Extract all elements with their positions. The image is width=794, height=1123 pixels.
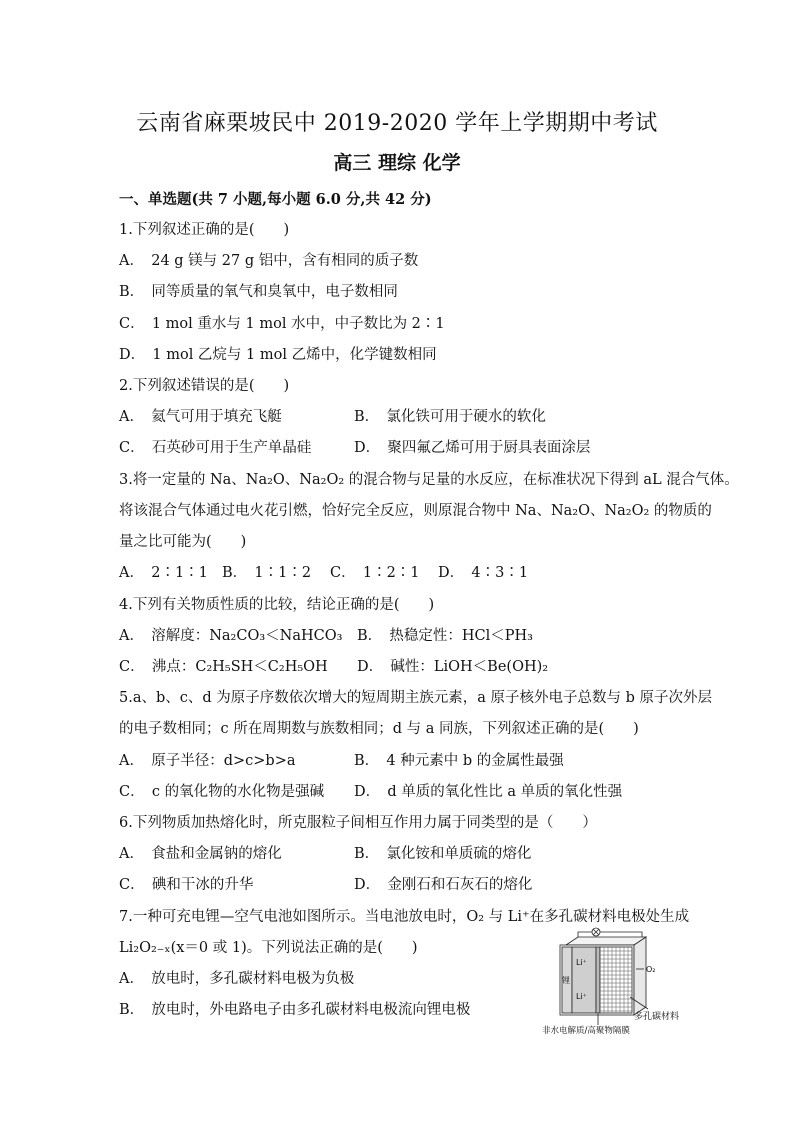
q3-option-a: A． 2∶1∶1 xyxy=(119,565,208,581)
q7-option-b: B． 放电时，外电路电子由多孔碳材料电极流向锂电极 xyxy=(119,1002,471,1018)
q6-option-d: D． 金刚石和石灰石的熔化 xyxy=(354,877,533,893)
q3-option-b: B． 1∶1∶2 xyxy=(222,565,312,581)
q3-stem-line1: 3.将一定量的 Na、Na₂O、Na₂O₂ 的混合物与足量的水反应，在标准状况下得到 aL 混合气体。 xyxy=(119,472,739,488)
q4-option-d: D． 碱性：LiOH＜Be(OH)₂ xyxy=(357,659,549,675)
q4-option-b: B． 热稳定性：HCl＜PH₃ xyxy=(357,628,533,644)
q2-option-d: D． 聚四氟乙烯可用于厨具表面涂层 xyxy=(354,440,591,456)
page-title: 云南省麻栗坡民中 2019-2020 学年上学期期中考试 xyxy=(136,111,658,136)
q6-option-a: A． 食盐和金属钠的熔化 xyxy=(119,846,282,862)
q2-stem: 2.下列叙述错误的是( ) xyxy=(119,378,290,394)
q1-option-d: D． 1 mol 乙烷与 1 mol 乙烯中，化学键数相同 xyxy=(119,347,437,363)
li-ion-label-bottom: Li⁺ xyxy=(576,992,587,1001)
q7-option-a: A． 放电时，多孔碳材料电极为负极 xyxy=(119,971,355,987)
q4-option-c: C． 沸点：C₂H₅SH＜C₂H₅OH xyxy=(119,659,328,675)
q4-stem: 4.下列有关物质性质的比较，结论正确的是( ) xyxy=(119,597,435,613)
q5-stem-line1: 5.a、b、c、d 为原子序数依次增大的短周期主族元素，a 原子核外电子总数与 b 原子次外层 xyxy=(119,690,713,706)
q6-option-c: C． 碘和干冰的升华 xyxy=(119,877,254,893)
q3-option-c: C． 1∶2∶1 xyxy=(330,565,420,581)
q5-option-d: D． d 单质的氧化性比 a 单质的氧化性强 xyxy=(354,784,623,800)
q6-option-b: B． 氯化铵和单质硫的熔化 xyxy=(354,846,532,862)
q2-option-b: B． 氯化铁可用于硬水的软化 xyxy=(354,409,546,425)
q5-stem-line2: 的电子数相同；c 所在周期数与族数相同；d 与 a 同族，下列叙述正确的是( ) xyxy=(119,721,639,737)
q1-stem: 1.下列叙述正确的是( ) xyxy=(119,222,290,238)
battery-figure xyxy=(560,928,648,1025)
section-heading: 一、单选题(共 7 小题,每小题 6.0 分,共 42 分) xyxy=(119,191,432,208)
battery-diagram xyxy=(540,925,685,1037)
li-ion-label-top: Li⁺ xyxy=(576,958,587,967)
q7-stem-line2: Li₂O₂₋ₓ(x＝0 或 1)。下列说法正确的是( ) xyxy=(119,940,418,956)
q1-option-b: B． 同等质量的氧气和臭氧中，电子数相同 xyxy=(119,284,398,300)
q7-stem-line1: 7.一种可充电锂—空气电池如图所示。当电池放电时，O₂ 与 Li⁺在多孔碳材料电极处生成 xyxy=(119,909,690,925)
lithium-electrode-label: 锂 xyxy=(562,976,570,985)
q5-option-c: C． c 的氧化物的水化物是强碱 xyxy=(119,784,325,800)
porous-carbon-label: 多孔碳材料 xyxy=(634,1012,680,1022)
q3-stem-line3: 量之比可能为( ) xyxy=(119,534,247,550)
q3-option-d: D． 4∶3∶1 xyxy=(438,565,529,581)
q1-option-c: C． 1 mol 重水与 1 mol 水中，中子数比为 2∶1 xyxy=(119,316,445,332)
oxygen-label: O₂ xyxy=(646,965,656,974)
q2-option-a: A． 氦气可用于填充飞艇 xyxy=(119,409,282,425)
q5-option-a: A． 原子半径：d>c>b>a xyxy=(119,753,296,769)
q1-option-a: A． 24 g 镁与 27 g 铝中，含有相同的质子数 xyxy=(119,253,419,269)
q5-option-b: B． 4 种元素中 b 的金属性最强 xyxy=(354,753,564,769)
membrane-label: 非水电解质/高聚物隔膜 xyxy=(542,1026,630,1036)
q3-stem-line2: 将该混合气体通过电火花引燃，恰好完全反应，则原混合物中 Na、Na₂O、Na₂O₂ 的物质的 xyxy=(119,503,712,519)
page-subtitle: 高三 理综 化学 xyxy=(333,152,461,174)
q4-option-a: A． 溶解度：Na₂CO₃＜NaHCO₃ xyxy=(119,628,343,644)
q6-stem: 6.下列物质加热熔化时，所克服粒子间相互作用力属于同类型的是（ ） xyxy=(119,815,597,831)
q2-option-c: C． 石英砂可用于生产单晶硅 xyxy=(119,440,312,456)
